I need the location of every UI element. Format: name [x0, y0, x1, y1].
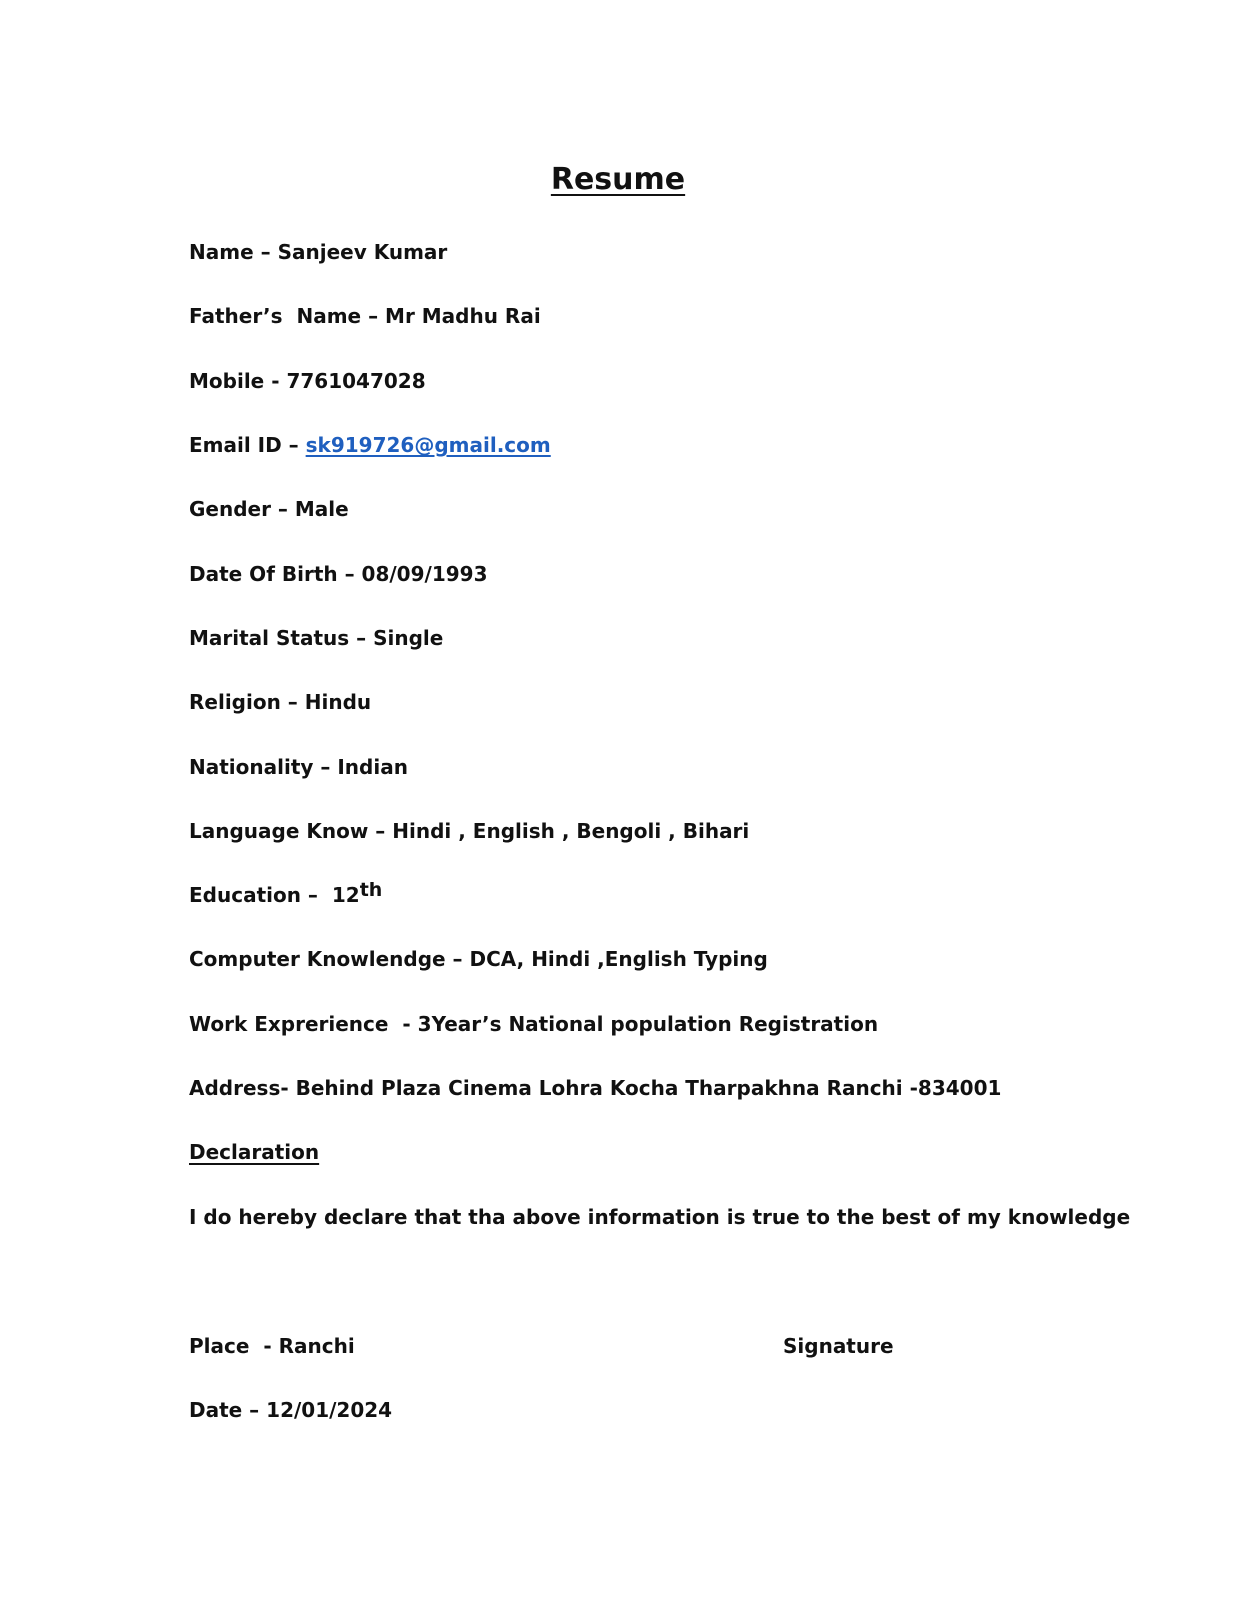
language-value: Hindi , English , Bengoli , Bihari: [392, 819, 750, 843]
marital-status-value: Single: [373, 626, 444, 650]
marital-status-row: [189, 624, 443, 652]
name-value: Sanjeev Kumar: [277, 240, 448, 264]
dob-value: 08/09/1993: [361, 562, 488, 586]
work-experience-label: Work Exprerience -: [189, 1012, 418, 1036]
father-name-value: Mr Madhu Rai: [385, 304, 541, 328]
education-row: [189, 881, 382, 910]
mobile-row: [189, 367, 426, 395]
page-title: Resume: [550, 162, 686, 197]
religion-row: [189, 688, 371, 716]
gender-label: Gender –: [189, 497, 295, 521]
work-experience-value: 3Year’s National population Registration: [417, 1012, 879, 1036]
computer-knowledge-label: Computer Knowlendge –: [189, 947, 470, 971]
religion-label: Religion –: [189, 690, 305, 714]
education-label: Education –: [189, 883, 332, 907]
email-label: Email ID –: [189, 433, 306, 457]
religion-value: Hindu: [304, 690, 372, 714]
work-experience-row: [189, 1010, 878, 1038]
name-row: [189, 238, 447, 266]
dob-row: [189, 560, 487, 588]
father-name-row: [189, 302, 541, 330]
email-row: [189, 431, 551, 459]
date-line: Date – 12/01/2024: [189, 1398, 393, 1422]
mobile-value: 7761047028: [286, 369, 426, 393]
dob-label: Date Of Birth –: [189, 562, 362, 586]
address-label: Address-: [189, 1076, 296, 1100]
nationality-row: [189, 753, 408, 781]
place-line: Place - Ranchi: [189, 1334, 355, 1358]
email-link[interactable]: sk919726@gmail.com: [305, 433, 551, 457]
nationality-value: Indian: [337, 755, 408, 779]
gender-value: Male: [294, 497, 349, 521]
declaration-text: I do hereby declare that tha above information is true to the best of my knowledge: [189, 1205, 1131, 1229]
education-value: 12: [331, 883, 360, 907]
language-label: Language Know –: [189, 819, 393, 843]
computer-knowledge-row: [189, 945, 768, 973]
address-row: [189, 1074, 1001, 1102]
signature-label: Signature: [783, 1334, 894, 1358]
mobile-label: Mobile -: [189, 369, 287, 393]
nationality-label: Nationality –: [189, 755, 338, 779]
computer-knowledge-value: DCA, Hindi ,English Typing: [469, 947, 768, 971]
gender-row: [189, 495, 349, 523]
name-label: Name –: [189, 240, 278, 264]
address-value: Behind Plaza Cinema Lohra Kocha Tharpakhna Ranchi -834001: [295, 1076, 1002, 1100]
declaration-heading: Declaration: [189, 1140, 320, 1164]
language-row: [189, 817, 749, 845]
father-name-label: Father’s Name –: [189, 304, 386, 328]
education-suffix: th: [359, 879, 383, 901]
marital-status-label: Marital Status –: [189, 626, 374, 650]
